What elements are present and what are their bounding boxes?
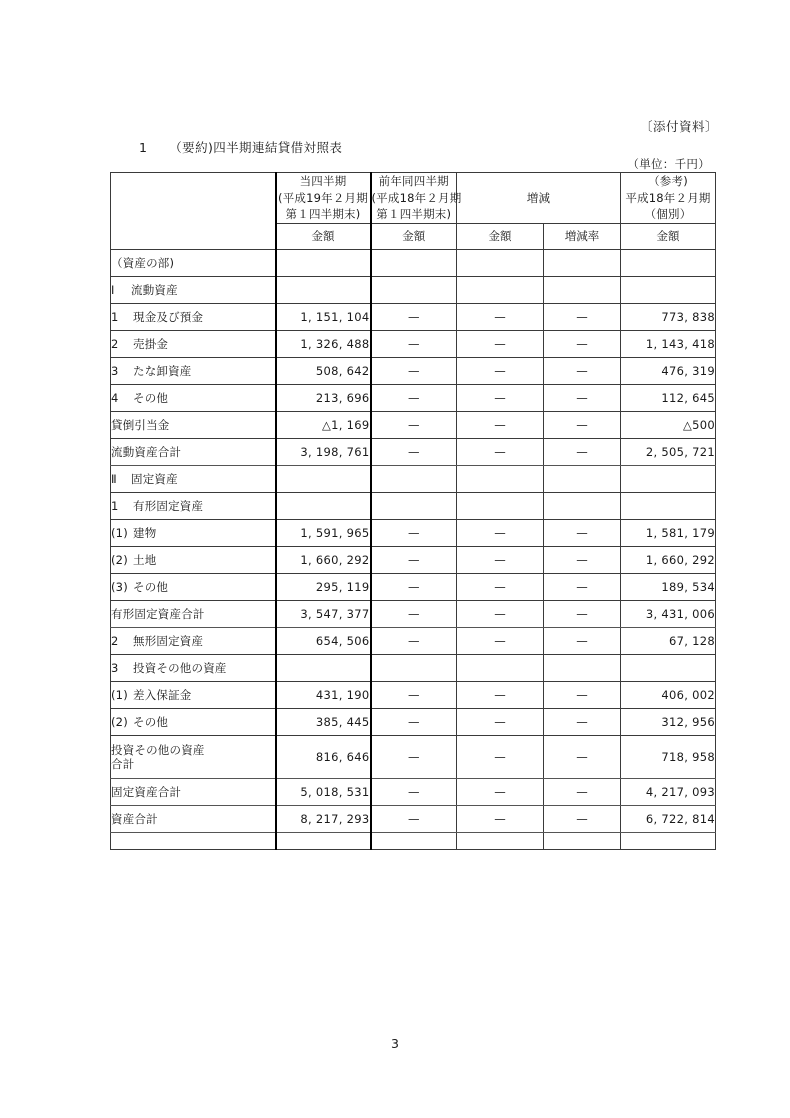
cell-change-amount (457, 250, 544, 277)
cell-change-amount: — (457, 439, 544, 466)
cell-current-amount: 1, 151, 104 (276, 304, 371, 331)
cell-change-rate: — (544, 601, 621, 628)
cell-prior-amount: — (371, 628, 457, 655)
row-label-text: 流動資産 (131, 282, 178, 297)
row-label-text: 建物 (133, 525, 157, 540)
row-label (111, 628, 276, 655)
cell-reference-amount: 1, 660, 292 (621, 547, 716, 574)
cell-reference-amount: 112, 645 (621, 385, 716, 412)
cell-change-rate: — (544, 547, 621, 574)
cell-prior-amount (371, 250, 457, 277)
row-label (111, 466, 276, 493)
table-row (111, 547, 716, 574)
cell-reference-amount: 1, 581, 179 (621, 520, 716, 547)
row-label (111, 385, 276, 412)
cell-prior-amount: — (371, 412, 457, 439)
table-row (111, 682, 716, 709)
cell-change-rate: — (544, 520, 621, 547)
table-row (111, 250, 716, 277)
cell-change-rate (544, 250, 621, 277)
row-label-text: 貸倒引当金 (111, 417, 170, 432)
row-index-marker: 2 (111, 336, 119, 351)
table-row (111, 628, 716, 655)
cell-current-amount: 1, 591, 965 (276, 520, 371, 547)
cell-prior-amount: — (371, 304, 457, 331)
cell-change-amount: — (457, 358, 544, 385)
table-row (111, 358, 716, 385)
row-label (111, 655, 276, 682)
cell-reference-amount: 476, 319 (621, 358, 716, 385)
row-label-text: （資産の部) (111, 255, 175, 270)
cell-current-amount: 816, 646 (276, 736, 371, 779)
cell-reference-amount: 3, 431, 006 (621, 601, 716, 628)
cell-current-amount (276, 250, 371, 277)
row-index-marker: 1 (111, 498, 119, 513)
row-index-marker: (1) (111, 525, 128, 540)
header-current-line2: (平成19年２月期 (278, 190, 368, 205)
blank-cell (457, 833, 544, 850)
row-label-text: 固定資産 (131, 471, 178, 486)
blank-cell (371, 833, 457, 850)
cell-change-amount: — (457, 709, 544, 736)
cell-prior-amount (371, 493, 457, 520)
header-sub-amount-prior: 金額 (371, 224, 457, 250)
title-text: （要約)四半期連結貸借対照表 (169, 140, 343, 155)
row-label (111, 806, 276, 833)
table-row (111, 655, 716, 682)
cell-change-rate (544, 655, 621, 682)
cell-reference-amount: 718, 958 (621, 736, 716, 779)
header-sub-change-rate: 増減率 (544, 224, 621, 250)
cell-reference-amount (621, 250, 716, 277)
cell-prior-amount: — (371, 547, 457, 574)
cell-current-amount: 508, 642 (276, 358, 371, 385)
cell-change-amount: — (457, 601, 544, 628)
header-prior-quarter (371, 173, 462, 224)
row-label-text: その他 (133, 579, 169, 594)
blank-cell (111, 833, 276, 850)
cell-change-rate (544, 277, 621, 304)
cell-current-amount: 385, 445 (276, 709, 371, 736)
table-row (111, 601, 716, 628)
header-reference-line3: （個別） (644, 207, 692, 222)
cell-current-amount: 3, 198, 761 (276, 439, 371, 466)
cell-change-amount: — (457, 628, 544, 655)
cell-reference-amount: 2, 505, 721 (621, 439, 716, 466)
cell-change-rate: — (544, 358, 621, 385)
cell-change-rate: — (544, 779, 621, 806)
table-trailing-blank-row (111, 833, 716, 850)
balance-sheet-table (110, 172, 716, 850)
cell-change-rate: — (544, 709, 621, 736)
cell-change-amount (457, 493, 544, 520)
cell-reference-amount (621, 277, 716, 304)
cell-prior-amount: — (371, 439, 457, 466)
row-index-marker: (3) (111, 579, 128, 594)
cell-change-amount: — (457, 547, 544, 574)
cell-reference-amount (621, 493, 716, 520)
page-title (139, 138, 342, 156)
cell-prior-amount: — (371, 331, 457, 358)
row-label (111, 682, 276, 709)
cell-reference-amount: 406, 002 (621, 682, 716, 709)
row-label (111, 412, 276, 439)
cell-current-amount: 1, 326, 488 (276, 331, 371, 358)
row-label-text: 現金及び預金 (133, 309, 204, 324)
row-label (111, 709, 276, 736)
cell-prior-amount: — (371, 574, 457, 601)
header-reference-line1: （参考) (648, 174, 688, 188)
cell-current-amount: 3, 547, 377 (276, 601, 371, 628)
cell-reference-amount (621, 466, 716, 493)
row-label-text: 売掛金 (133, 336, 169, 351)
cell-change-amount: — (457, 779, 544, 806)
row-roman-marker: Ⅰ (111, 282, 115, 297)
blank-cell (621, 833, 716, 850)
cell-change-rate (544, 466, 621, 493)
cell-change-rate: — (544, 331, 621, 358)
table-row (111, 493, 716, 520)
row-label (111, 547, 276, 574)
row-label (111, 304, 276, 331)
row-label (111, 331, 276, 358)
page-number: 3 (391, 1036, 399, 1051)
cell-prior-amount: — (371, 601, 457, 628)
cell-current-amount (276, 466, 371, 493)
row-label-text: 投資その他の資産 (111, 742, 205, 757)
blank-cell (544, 833, 621, 850)
row-label (111, 601, 276, 628)
row-label-text-line2: 合計 (111, 757, 135, 772)
section-number: 1 (139, 140, 148, 155)
cell-current-amount: 213, 696 (276, 385, 371, 412)
cell-change-amount (457, 466, 544, 493)
header-blank (111, 173, 276, 250)
cell-change-rate: — (544, 439, 621, 466)
cell-current-amount: 8, 217, 293 (276, 806, 371, 833)
row-label-text: 無形固定資産 (133, 633, 204, 648)
cell-change-amount: — (457, 385, 544, 412)
row-label (111, 779, 276, 806)
cell-current-amount: 1, 660, 292 (276, 547, 371, 574)
cell-reference-amount: 4, 217, 093 (621, 779, 716, 806)
unit-note: （単位：千円） (627, 157, 710, 171)
cell-prior-amount (371, 466, 457, 493)
table-row (111, 385, 716, 412)
row-label (111, 439, 276, 466)
row-index-marker: (2) (111, 714, 128, 729)
cell-current-amount: 654, 506 (276, 628, 371, 655)
cell-reference-amount: 1, 143, 418 (621, 331, 716, 358)
cell-reference-amount (621, 655, 716, 682)
cell-change-rate: — (544, 682, 621, 709)
cell-change-rate: — (544, 385, 621, 412)
cell-reference-amount: △500 (621, 412, 716, 439)
table-row (111, 574, 716, 601)
table-row (111, 709, 716, 736)
cell-change-rate (544, 493, 621, 520)
header-change: 増減 (457, 173, 621, 224)
table-row (111, 520, 716, 547)
cell-prior-amount: — (371, 709, 457, 736)
row-index-marker: (1) (111, 687, 128, 702)
table-row (111, 277, 716, 304)
table-body (111, 250, 716, 850)
header-sub-amount-change: 金額 (457, 224, 544, 250)
row-label-text: 流動資産合計 (111, 444, 182, 459)
row-label-text: たな卸資産 (133, 363, 192, 378)
header-prior-line1: 前年同四半期 (378, 174, 449, 188)
cell-current-amount: 431, 190 (276, 682, 371, 709)
cell-change-amount: — (457, 412, 544, 439)
cell-reference-amount: 67, 128 (621, 628, 716, 655)
header-prior-line3: 第１四半期末) (376, 207, 452, 222)
cell-change-rate: — (544, 628, 621, 655)
cell-change-amount: — (457, 682, 544, 709)
row-label-text: 土地 (133, 552, 157, 567)
cell-change-rate: — (544, 412, 621, 439)
row-index-marker: 3 (111, 363, 119, 378)
row-label-text: 固定資産合計 (111, 784, 182, 799)
row-index-marker: 3 (111, 660, 119, 675)
cell-change-amount: — (457, 806, 544, 833)
cell-change-amount (457, 655, 544, 682)
cell-change-amount: — (457, 574, 544, 601)
header-current-line3: 第１四半期末) (285, 207, 361, 222)
attachment-label: 〔添付資料〕 (639, 119, 718, 134)
cell-current-amount: △1, 169 (276, 412, 371, 439)
table-row (111, 439, 716, 466)
row-label-text: その他 (133, 714, 169, 729)
cell-prior-amount: — (371, 736, 457, 779)
cell-change-amount (457, 277, 544, 304)
row-label (111, 250, 276, 277)
cell-current-amount (276, 493, 371, 520)
row-index-marker: 4 (111, 390, 119, 405)
cell-prior-amount: — (371, 806, 457, 833)
row-label (111, 277, 276, 304)
cell-change-amount: — (457, 331, 544, 358)
cell-change-rate: — (544, 304, 621, 331)
table-row (111, 304, 716, 331)
row-roman-marker: Ⅱ (111, 471, 117, 486)
row-label (111, 358, 276, 385)
cell-prior-amount: — (371, 358, 457, 385)
cell-change-amount: — (457, 736, 544, 779)
cell-current-amount: 5, 018, 531 (276, 779, 371, 806)
blank-cell (276, 833, 371, 850)
row-label-text: 投資その他の資産 (133, 660, 227, 675)
table-row (111, 736, 716, 779)
row-label-text: 資産合計 (111, 811, 158, 826)
row-index-marker: 2 (111, 633, 119, 648)
cell-change-rate: — (544, 806, 621, 833)
cell-prior-amount: — (371, 779, 457, 806)
cell-prior-amount (371, 655, 457, 682)
row-index-marker: (2) (111, 552, 128, 567)
header-current-quarter (276, 173, 371, 224)
cell-reference-amount: 189, 534 (621, 574, 716, 601)
cell-current-amount (276, 655, 371, 682)
cell-reference-amount: 312, 956 (621, 709, 716, 736)
cell-current-amount (276, 277, 371, 304)
cell-change-amount: — (457, 520, 544, 547)
table-row (111, 412, 716, 439)
header-sub-amount-reference: 金額 (621, 224, 716, 250)
row-label (111, 574, 276, 601)
header-current-line1: 当四半期 (299, 174, 347, 188)
table-header-row-primary (111, 173, 716, 224)
row-label-text: その他 (133, 390, 169, 405)
row-label-text: 有形固定資産合計 (111, 606, 205, 621)
cell-prior-amount (371, 277, 457, 304)
cell-change-rate: — (544, 574, 621, 601)
table-row (111, 331, 716, 358)
row-label (111, 736, 276, 779)
cell-current-amount: 295, 119 (276, 574, 371, 601)
row-label (111, 520, 276, 547)
cell-prior-amount: — (371, 385, 457, 412)
cell-change-rate: — (544, 736, 621, 779)
row-label-text: 差入保証金 (133, 687, 192, 702)
cell-change-amount: — (457, 304, 544, 331)
row-index-marker: 1 (111, 309, 119, 324)
table-row (111, 779, 716, 806)
header-reference (621, 173, 716, 224)
cell-prior-amount: — (371, 682, 457, 709)
header-reference-line2: 平成18年２月期 (625, 190, 711, 205)
header-prior-line2: (平成18年２月期 (371, 190, 462, 205)
table-row (111, 466, 716, 493)
table-row (111, 806, 716, 833)
cell-reference-amount: 773, 838 (621, 304, 716, 331)
cell-reference-amount: 6, 722, 814 (621, 806, 716, 833)
header-sub-amount-current: 金額 (276, 224, 371, 250)
cell-prior-amount: — (371, 520, 457, 547)
row-label (111, 493, 276, 520)
row-label-text: 有形固定資産 (133, 498, 204, 513)
